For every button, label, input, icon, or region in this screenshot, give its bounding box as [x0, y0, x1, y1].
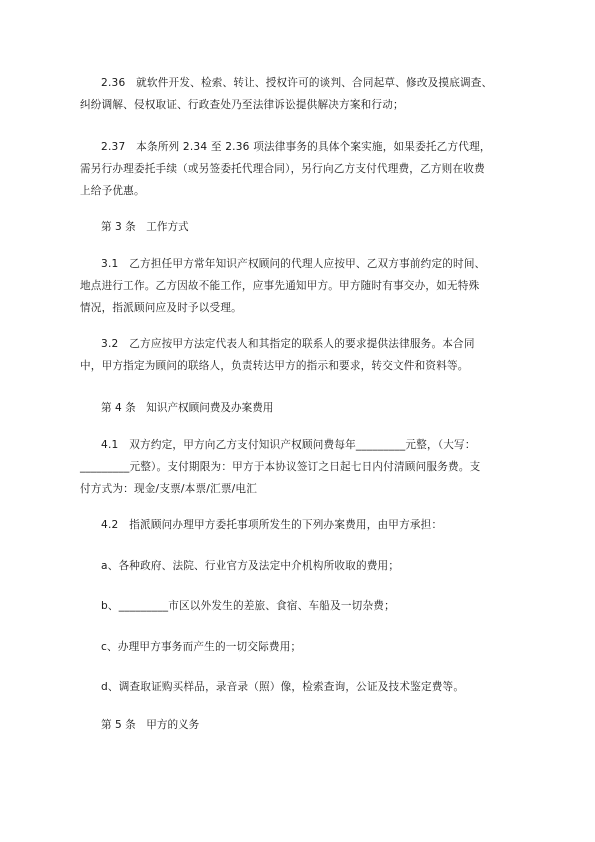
clause-3-1 — [80, 253, 520, 319]
clause-line: b、_________市区以外发生的差旅、食宿、车船及一切杂费； — [101, 600, 395, 612]
clause-line: 地点进行工作。乙方因故不能工作，应事先通知甲方。甲方随时有事交办，如无特殊 — [80, 280, 480, 292]
clause-3-2 — [80, 333, 520, 377]
clause-line: 3.2 乙方应按甲方法定代表人和其指定的联系人的要求提供法律服务。本合同 — [101, 338, 475, 350]
fee-item-a — [80, 555, 520, 577]
clause-line: 3.1 乙方担任甲方常年知识产权顾问的代理人应按甲、乙双方事前约定的时间、 — [101, 258, 486, 270]
clause-2-37 — [80, 136, 520, 202]
clause-line: 中，甲方指定为顾问的联络人，负责转达甲方的指示和要求，转交文件和资料等。 — [80, 360, 469, 372]
article-5-heading: 第 5 条 甲方的义务 — [101, 719, 200, 731]
clause-line: d、调查取证购买样品，录音录（照）像，检索查询，公证及技术鉴定费等。 — [101, 681, 465, 693]
clause-line: 4.1 双方约定，甲方向乙方支付知识产权顾问费每年_________元整，（大写： — [101, 439, 476, 451]
fee-item-b — [80, 595, 520, 617]
clause-line: 付方式为：现金/支票/本票/汇票/电汇 — [80, 483, 257, 495]
clause-line: a、各种政府、法院、行业官方及法定中介机构所收取的费用； — [101, 560, 400, 572]
clause-line: 情况，指派顾问应及时予以受理。 — [80, 302, 242, 314]
fee-item-c — [80, 636, 520, 658]
clause-line: _________元整）。支付期限为：甲方于本协议签订之日起七日内付清顾问服务费。支 — [80, 461, 481, 473]
clause-2-36 — [80, 72, 520, 116]
clause-line: 纠纷调解、侵权取证、行政查处乃至法律诉讼提供解决方案和行动； — [80, 99, 404, 111]
clause-line: 2.36 就软件开发、检索、转让、授权许可的谈判、合同起草、修改及摸底调查、 — [101, 77, 493, 89]
clause-line: 2.37 本条所列 2.34 至 2.36 项法律事务的具体个案实施，如果委托乙方代理， — [101, 141, 491, 153]
clause-line: 需另行办理委托手续（或另签委托代理合同），另行向乙方支付代理费，乙方则在收费 — [80, 163, 485, 175]
fee-item-d — [80, 676, 520, 698]
clause-4-2 — [80, 514, 520, 536]
article-3-heading: 第 3 条 工作方式 — [101, 221, 189, 233]
clause-line: 4.2 指派顾问办理甲方委托事项所发生的下列办案费用，由甲方承担： — [101, 519, 443, 531]
clause-line: 上给予优惠。 — [80, 185, 145, 197]
clause-line: c、办理甲方事务而产生的一切交际费用； — [101, 641, 302, 653]
clause-4-1 — [80, 434, 520, 500]
article-4-heading: 第 4 条 知识产权顾问费及办案费用 — [101, 402, 274, 414]
